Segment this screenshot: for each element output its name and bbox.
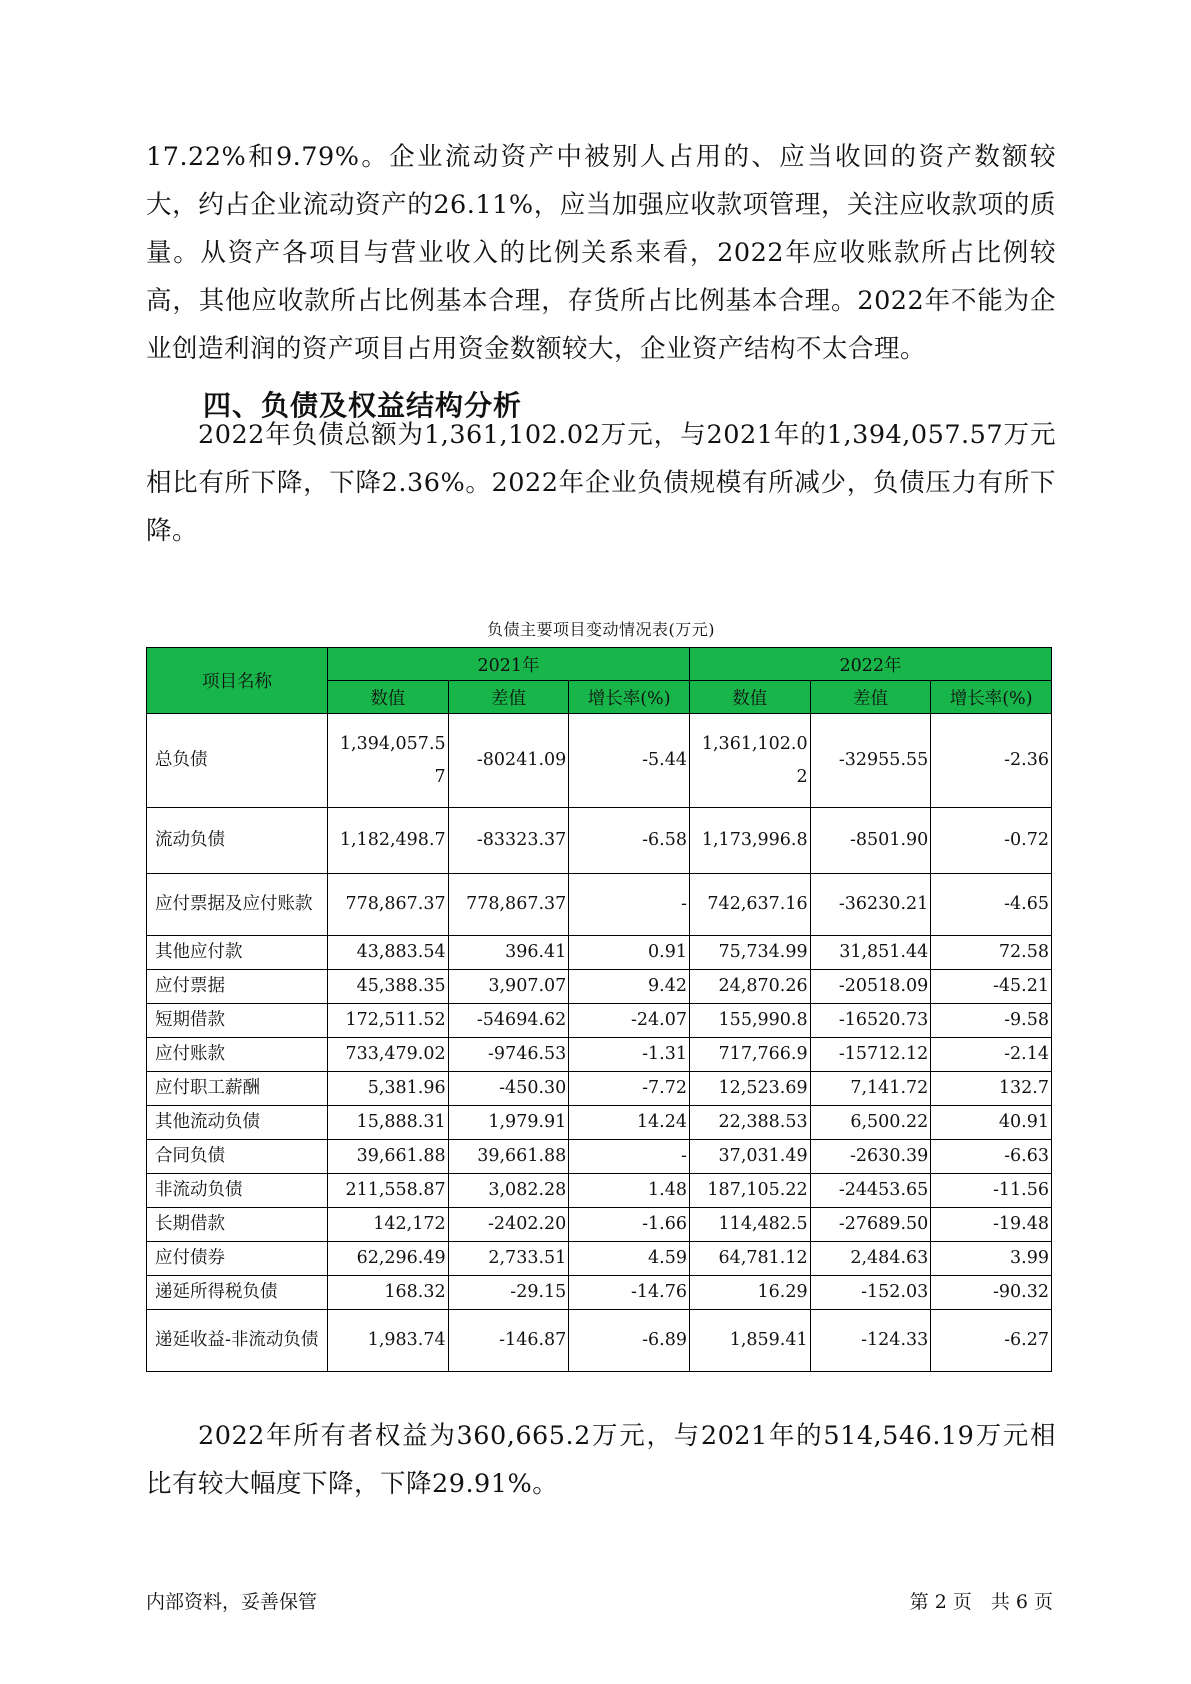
cell: 14.24 — [569, 1106, 690, 1140]
cell: 1,394,057.57 — [327, 714, 448, 808]
cell: 3.99 — [931, 1242, 1052, 1276]
subheader-diff-2022: 差值 — [810, 681, 931, 714]
subheader-value-2021: 数值 — [327, 681, 448, 714]
cell: -90.32 — [931, 1276, 1052, 1310]
cell: 1,983.74 — [327, 1310, 448, 1372]
equity-paragraph — [146, 1412, 1056, 1508]
row-name: 短期借款 — [147, 1004, 328, 1038]
cell: 114,482.5 — [689, 1208, 810, 1242]
table-row — [147, 874, 1052, 936]
cell: -36230.21 — [810, 874, 931, 936]
cell: -2630.39 — [810, 1140, 931, 1174]
liability-table — [146, 647, 1052, 1372]
cell: -8501.90 — [810, 808, 931, 874]
row-name: 递延所得税负债 — [147, 1276, 328, 1310]
table-row — [147, 1072, 1052, 1106]
cell: 22,388.53 — [689, 1106, 810, 1140]
cell: 2,484.63 — [810, 1242, 931, 1276]
cell: -1.66 — [569, 1208, 690, 1242]
section-heading: 四、负债及权益结构分析 — [203, 389, 523, 422]
cell: -80241.09 — [448, 714, 569, 808]
row-name: 递延收益-非流动负债 — [147, 1310, 328, 1372]
cell: -7.72 — [569, 1072, 690, 1106]
table-row — [147, 970, 1052, 1004]
cell: -2.36 — [931, 714, 1052, 808]
row-name: 合同负债 — [147, 1140, 328, 1174]
cell: -24.07 — [569, 1004, 690, 1038]
cell: 1,182,498.7 — [327, 808, 448, 874]
row-name: 其他应付款 — [147, 936, 328, 970]
cell: 5,381.96 — [327, 1072, 448, 1106]
cell: 1,173,996.8 — [689, 808, 810, 874]
cell: -450.30 — [448, 1072, 569, 1106]
cell: 168.32 — [327, 1276, 448, 1310]
cell: 7,141.72 — [810, 1072, 931, 1106]
cell: -5.44 — [569, 714, 690, 808]
cell: 1,979.91 — [448, 1106, 569, 1140]
cell: 172,511.52 — [327, 1004, 448, 1038]
cell: 132.7 — [931, 1072, 1052, 1106]
liability-paragraph — [146, 411, 1056, 555]
cell: 4.59 — [569, 1242, 690, 1276]
cell: -124.33 — [810, 1310, 931, 1372]
table-row — [147, 1038, 1052, 1072]
cell: 717,766.9 — [689, 1038, 810, 1072]
cell: -32955.55 — [810, 714, 931, 808]
cell: 16.29 — [689, 1276, 810, 1310]
footer-confidential-note: 内部资料，妥善保管 — [146, 1591, 318, 1613]
cell: -29.15 — [448, 1276, 569, 1310]
cell: 12,523.69 — [689, 1072, 810, 1106]
cell: 396.41 — [448, 936, 569, 970]
cell: 778,867.37 — [327, 874, 448, 936]
cell: 40.91 — [931, 1106, 1052, 1140]
cell: -20518.09 — [810, 970, 931, 1004]
cell: -6.89 — [569, 1310, 690, 1372]
cell: -6.58 — [569, 808, 690, 874]
liability-paragraph-text: 2022年负债总额为1,361,102.02万元，与2021年的1,394,057.57万元相比有所下降，下降2.36%。2022年企业负债规模有所减少，负债压力有所下降。 — [146, 420, 1056, 546]
cell: -19.48 — [931, 1208, 1052, 1242]
intro-paragraph: 17.22%和9.79%。企业流动资产中被别人占用的、应当收回的资产数额较大，约占企业流动资产的26.11%，应当加强应收款项管理，关注应收款项的质量。从资产各项目与营业收入的比例关系来看，2022年应收账款所占比例较高，其他应收款所占比例基本合理，存货所占比例基本合理。2022年不能为企业创造利润的资产项目占用资金数额较大，企业资产结构不太合理。 — [146, 142, 1056, 364]
cell: -6.63 — [931, 1140, 1052, 1174]
cell: 778,867.37 — [448, 874, 569, 936]
cell: 155,990.8 — [689, 1004, 810, 1038]
cell: 1,361,102.02 — [689, 714, 810, 808]
cell: 1,859.41 — [689, 1310, 810, 1372]
cell: - — [569, 874, 690, 936]
footer-page-number: 第 2 页 共 6 页 — [909, 1591, 1053, 1613]
cell: -4.65 — [931, 874, 1052, 936]
row-name: 应付债券 — [147, 1242, 328, 1276]
row-name: 应付账款 — [147, 1038, 328, 1072]
cell: 0.91 — [569, 936, 690, 970]
cell: 43,883.54 — [327, 936, 448, 970]
table-row — [147, 1208, 1052, 1242]
cell: -16520.73 — [810, 1004, 931, 1038]
header-item-name: 项目名称 — [147, 648, 328, 714]
cell: -9.58 — [931, 1004, 1052, 1038]
cell: -146.87 — [448, 1310, 569, 1372]
table-row — [147, 1140, 1052, 1174]
cell: 15,888.31 — [327, 1106, 448, 1140]
row-name: 长期借款 — [147, 1208, 328, 1242]
cell: -14.76 — [569, 1276, 690, 1310]
cell: 1.48 — [569, 1174, 690, 1208]
row-name: 其他流动负债 — [147, 1106, 328, 1140]
cell: 24,870.26 — [689, 970, 810, 1004]
row-name: 非流动负债 — [147, 1174, 328, 1208]
cell: -2402.20 — [448, 1208, 569, 1242]
cell: 9.42 — [569, 970, 690, 1004]
cell: -2.14 — [931, 1038, 1052, 1072]
cell: -11.56 — [931, 1174, 1052, 1208]
cell: 3,907.07 — [448, 970, 569, 1004]
row-name: 应付票据 — [147, 970, 328, 1004]
row-name: 应付票据及应付账款 — [147, 874, 328, 936]
table-row — [147, 1276, 1052, 1310]
equity-paragraph-text: 2022年所有者权益为360,665.2万元，与2021年的514,546.19万元相比有较大幅度下降，下降29.91%。 — [146, 1421, 1056, 1499]
cell: -83323.37 — [448, 808, 569, 874]
table-row — [147, 1004, 1052, 1038]
subheader-growth-2021: 增长率(%) — [569, 681, 690, 714]
cell: - — [569, 1140, 690, 1174]
cell: -15712.12 — [810, 1038, 931, 1072]
cell: 2,733.51 — [448, 1242, 569, 1276]
table-caption: 负债主要项目变动情况表(万元) — [487, 620, 715, 639]
cell: 211,558.87 — [327, 1174, 448, 1208]
header-year-2022: 2022年 — [689, 648, 1051, 681]
table-row — [147, 1310, 1052, 1372]
cell: -1.31 — [569, 1038, 690, 1072]
cell: 187,105.22 — [689, 1174, 810, 1208]
cell: -54694.62 — [448, 1004, 569, 1038]
table-row — [147, 936, 1052, 970]
cell: -9746.53 — [448, 1038, 569, 1072]
table-row — [147, 1242, 1052, 1276]
subheader-value-2022: 数值 — [689, 681, 810, 714]
cell: -152.03 — [810, 1276, 931, 1310]
cell: 75,734.99 — [689, 936, 810, 970]
table-row — [147, 808, 1052, 874]
cell: 62,296.49 — [327, 1242, 448, 1276]
cell: -0.72 — [931, 808, 1052, 874]
cell: -24453.65 — [810, 1174, 931, 1208]
cell: 142,172 — [327, 1208, 448, 1242]
table-row — [147, 1106, 1052, 1140]
cell: 742,637.16 — [689, 874, 810, 936]
cell: 31,851.44 — [810, 936, 931, 970]
table-row — [147, 714, 1052, 808]
cell: -6.27 — [931, 1310, 1052, 1372]
row-name: 总负债 — [147, 714, 328, 808]
cell: -45.21 — [931, 970, 1052, 1004]
row-name: 流动负债 — [147, 808, 328, 874]
cell: 37,031.49 — [689, 1140, 810, 1174]
cell: 39,661.88 — [327, 1140, 448, 1174]
subheader-growth-2022: 增长率(%) — [931, 681, 1052, 714]
cell: 64,781.12 — [689, 1242, 810, 1276]
cell: 72.58 — [931, 936, 1052, 970]
subheader-diff-2021: 差值 — [448, 681, 569, 714]
cell: 733,479.02 — [327, 1038, 448, 1072]
header-year-2021: 2021年 — [327, 648, 689, 681]
cell: 45,388.35 — [327, 970, 448, 1004]
cell: -27689.50 — [810, 1208, 931, 1242]
row-name: 应付职工薪酬 — [147, 1072, 328, 1106]
table-row — [147, 1174, 1052, 1208]
cell: 39,661.88 — [448, 1140, 569, 1174]
cell: 6,500.22 — [810, 1106, 931, 1140]
cell: 3,082.28 — [448, 1174, 569, 1208]
